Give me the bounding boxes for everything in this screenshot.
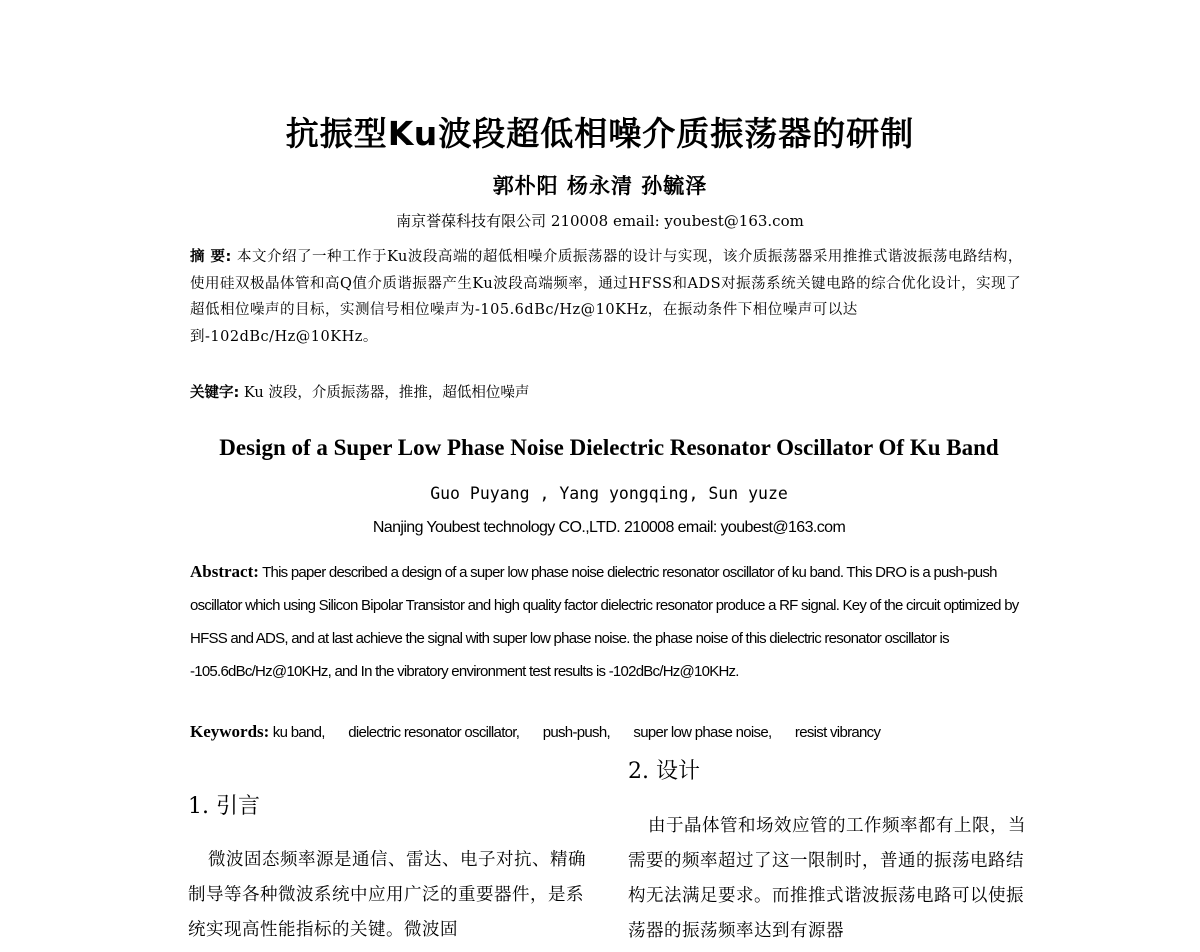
english-authors: Guo Puyang , Yang yongqing, Sun yuze [430, 484, 788, 503]
keywords-text: Ku 波段，介质振荡器，推推，超低相位噪声 [243, 385, 530, 401]
chinese-keywords [190, 380, 1035, 406]
abstract-text: 本文介绍了一种工作于Ku波段高端的超低相噪介质振荡器的设计与实现，该介质振荡器采用推推式谐波振荡电路结构，使用硅双极晶体管和高Q值介质谐振器产生Ku波段高端频率，通过HFSS和ADS对振荡系统关键电路的综合优化设计，实现了超低相位噪声的目标，实测信号相位噪声为-105.6dBc/Hz@10KHz，在振动条件下相位噪声可以达到-102dBc/Hz@10KHz。 [190, 249, 1023, 345]
keyword: ku band, [272, 724, 325, 741]
english-keywords [190, 722, 1070, 742]
keyword: push-push, [542, 724, 610, 741]
chinese-abstract [190, 244, 1035, 350]
english-keywords-label: Keywords: [190, 722, 270, 741]
section-2-heading: 2. 设计 [628, 759, 700, 784]
english-affiliation: Nanjing Youbest technology CO.,LTD. 210008 email: youbest@163.com [372, 519, 846, 536]
section-1-heading: 1. 引言 [188, 794, 260, 819]
paper-title: 抗振型Ku波段超低相噪介质振荡器的研制 [285, 114, 915, 153]
english-abstract [190, 555, 1030, 688]
keywords-label: 关键字: [190, 385, 240, 401]
affiliation: 南京誉葆科技有限公司 210008 email: youbest@163.com [396, 212, 804, 230]
abstract-label: 摘 要: [190, 249, 232, 265]
section-2-text: 由于晶体管和场效应管的工作频率都有上限，当需要的频率超过了这一限制时，普通的振荡电路结构无法满足要求。而推推式谐波振荡电路可以使振荡器的振荡频率达到有源器 [628, 816, 1026, 941]
keyword: super low phase noise, [633, 724, 772, 741]
keyword: dielectric resonator oscillator, [348, 724, 520, 741]
authors: 郭朴阳 杨永清 孙毓泽 [492, 174, 708, 198]
english-abstract-text: This paper described a design of a super low phase noise dielectric resonator oscillator of ku band. This DRO is a push-push oscillator which using Silicon Bipolar Transistor and high quality factor dielectric resonator produce a RF signal. Key of the circuit optimized by HFSS and ADS, and at last achieve the signal with super low phase noise. the phase noise of this dielectric resonator oscillator is -105.6dBc/Hz@10KHz, and In the vibratory environment test results is -102dBc/Hz@10KHz. [190, 564, 1019, 680]
keyword: resist vibrancy [794, 724, 881, 741]
english-abstract-label: Abstract: [190, 562, 259, 581]
english-title: Design of a Super Low Phase Noise Dielectric Resonator Oscillator Of Ku Band [219, 435, 999, 460]
section-1-text: 微波固态频率源是通信、雷达、电子对抗、精确制导等各种微波系统中应用广泛的重要器件，是系统实现高性能指标的关键。微波固 [188, 850, 586, 940]
